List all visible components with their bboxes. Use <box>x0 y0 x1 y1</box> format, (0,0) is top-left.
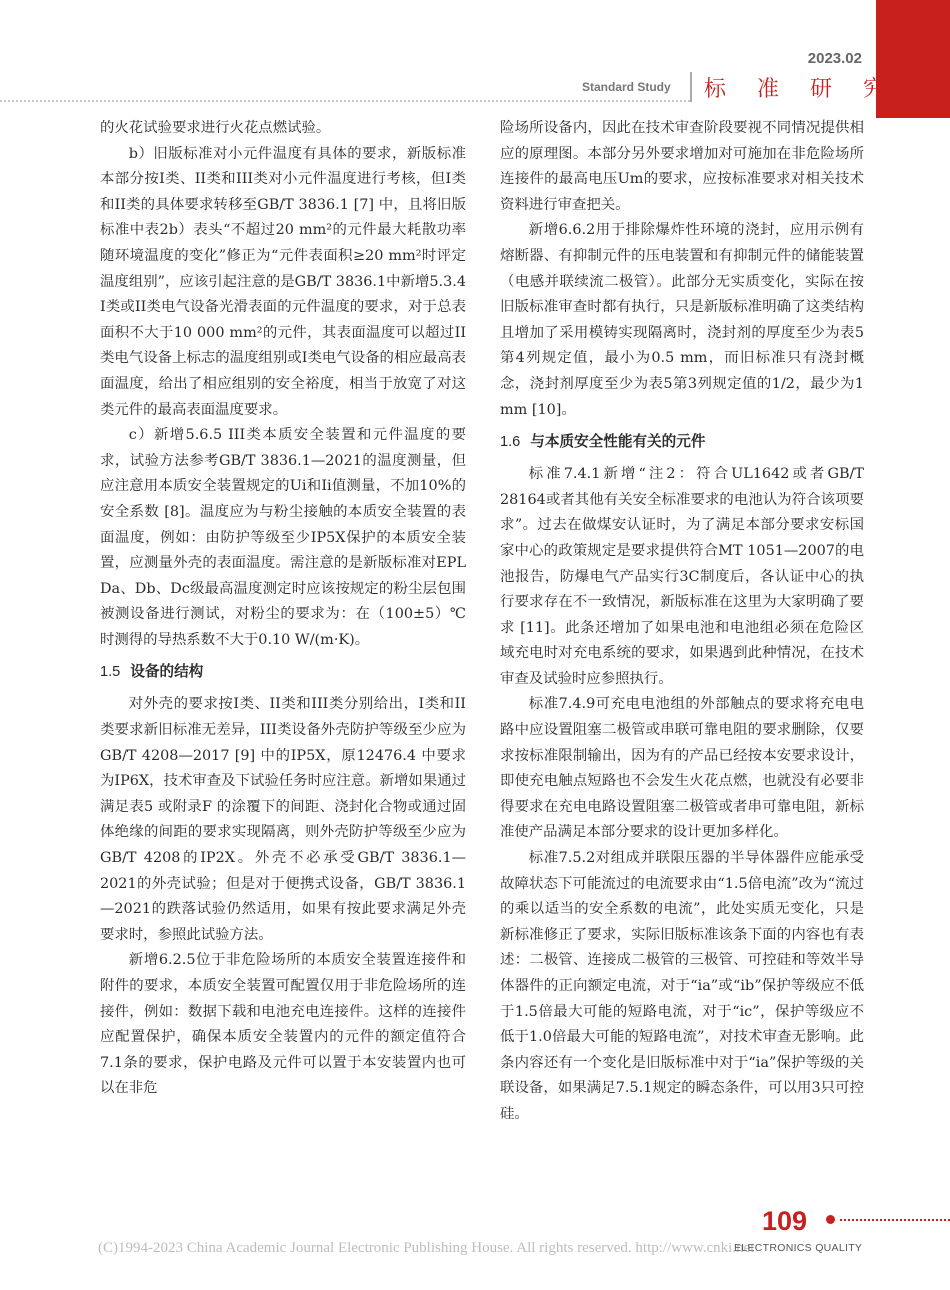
body-paragraph: 标准7.5.2对组成并联限压器的半导体器件应能承受故障状态下可能流过的电流要求由“1.5倍电流”改为“流过的乘以适当的安全系数的电流”，此处实质无变化，只是新标准修正了要求，实际旧版标准该条下面的内容也有表述：二极管、连接成二极管的三极管、可控硅和等效半导体器件的正向额定电流，对于“ia”或“ib”保护等级应不低于1.5倍最大可能的短路电流，对于“ic”，保护等级应不低于1.0倍最大可能的短路电流”，对技术审查无影响。此条内容还有一个变化是旧版标准中对于“ia”保护等级的关联设备，如果满足7.5.1规定的瞬态条件，可以用3只可控硅。 <box>500 850 864 1122</box>
section-heading-text: 与本质安全性能有关的元件 <box>530 433 706 451</box>
section-heading <box>500 430 864 454</box>
right-column <box>500 116 864 1128</box>
section-heading <box>100 660 466 684</box>
section-heading-number: 1.5 <box>100 664 121 681</box>
body-paragraph: 的火花试验要求进行火花点燃试验。 <box>100 120 331 136</box>
header-dotted-rule <box>0 100 690 102</box>
copyright-watermark: (C)1994-2023 China Academic Journal Electronic Publishing House. All rights reserved. http://www.cnki.net <box>98 1240 755 1256</box>
body-paragraph: b）旧版标准对小元件温度有具体的要求，新版标准本部分按I类、II类和III类对小元件温度进行考核，但I类和II类的具体要求转移至GB/T 3836.1 [7] 中，且将旧版标准中表2b）表头“不超过20 mm²的元件最大耗散功率随环境温度的变化”修正为“元件表面积≥20 mm²时评定温度组别”，应该引起注意的是GB/T 3836.1中新增5.3.4 I类或II类电气设备光滑表面的元件温度的要求，对于总表面积不大于10 000 mm²的元件，其表面温度可以超过II类电气设备上标志的温度组别或I类电气设备的相应最高表面温度，给出了相应组别的安全裕度，相当于放宽了对这类元件的最高表面温度要求。 <box>100 145 466 418</box>
section-title: 标 准 研 究 <box>704 77 897 102</box>
body-paragraph: 对外壳的要求按I类、II类和III类分别给出，I类和II类要求新旧标准无差异，III类设备外壳防护等级至少应为GB/T 4208—2017 [9] 中的IP5X，原12476.4 中要求为IP6X，技术审查及下试验任务时应注意。新增如果通过满足表5 或附录F 的涂覆下的间距、浇封化合物或通过固体绝缘的间距的要求实现隔离，则外壳防护等级至少应为GB/T 4208的IP2X。外壳不必承受GB/T 3836.1—2021的外壳试验；但是对于便携式设备，GB/T 3836.1—2021的跌落试验仍然适用，如果有按此要求满足外壳要求时，参照此试验方法。 <box>100 696 466 943</box>
body-paragraph: 险场所设备内，因此在技术审查阶段要视不同情况提供相应的原理图。本部分另外要求增加对可施加在非危险场所连接件的最高电压Um的要求，应按标准要求对相关技术资料进行审查把关。 <box>500 120 864 213</box>
page-number: 109 <box>762 1206 808 1236</box>
section-subtitle: Standard Study <box>582 80 671 94</box>
magazine-name: ELECTRONICS QUALITY <box>734 1242 863 1254</box>
section-heading-number: 1.6 <box>500 434 521 451</box>
left-column <box>100 116 466 1102</box>
body-paragraph: 标准7.4.1新增“注2：符合UL1642或者GB/T 28164或者其他有关安全标准要求的电池认为符合该项要求”。过去在做煤安认证时，为了满足本部分要求安标国家中心的政策规定是要求提供符合MT 1051—2007的电池报告，防爆电气产品实行3C制度后，各认证中心的执行要求存在不一致情况，新版标准在这里为大家明确了要求 [11]。此条还增加了如果电池和电池组必须在危险区域充电时对充电系统的要求，如果遇到此种情况，在技术审查及试验时应参照执行。 <box>500 466 864 687</box>
body-paragraph: 标准7.4.9可充电电池组的外部触点的要求将充电电路中应设置阻塞二极管或串联可靠电阻的要求删除，仅要求按标准限制输出，因为有的产品已经按本安要求设计，即使充电触点短路也不会发生火花点燃，也就没有必要非得要求在充电电路设置阻塞二极管或者串可靠电阻，新标准使产品满足本部分要求的设计更加多样化。 <box>500 696 864 841</box>
section-heading-text: 设备的结构 <box>130 663 204 681</box>
issue-number: 2023.02 <box>807 50 862 67</box>
body-paragraph: 新增6.2.5位于非危险场所的本质安全装置连接件和附件的要求，本质安全装置可配置仅用于非危险场所的连接件，例如：数据下载和电池充电连接件。这样的连接件应配置保护，确保本质安全装置内的元件的额定值符合7.1条的要求，保护电路及元件可以置于本安装置内也可以在非危 <box>100 952 466 1097</box>
header-divider <box>690 72 692 102</box>
body-paragraph: 新增6.6.2用于排除爆炸性环境的浇封，应用示例有熔断器、有抑制元件的压电装置和有抑制元件的储能装置（电感并联续流二极管）。此部分无实质变化，实际在按旧版标准审查时都有执行，只是新版标准明确了这类结构且增加了采用模铸实现隔离时，浇封剂的厚度至少为表5第4列规定值，最小为0.5 mm，而旧标准只有浇封概念，浇封剂厚度至少为表5第3列规定值的1/2，最少为1 mm [10]。 <box>500 222 864 418</box>
footer-dotted-rule <box>840 1219 950 1221</box>
page-number-dot <box>826 1215 835 1224</box>
body-paragraph: c）新增5.6.5 III类本质安全装置和元件温度的要求，试验方法参考GB/T 3836.1—2021的温度测量，但应注意用本质安全装置规定的Ui和Ii值测量，不加10%的安全系数 [8]。温度应为与粉尘接触的本质安全装置的表面温度，例如：由防护等级至少IP5X保护的本质安全装置，应测量外壳的表面温度。需注意的是新版标准对EPL Da、Db、Dc级最高温度测定时应该按规定的粉尘层包围被测设备进行测试，对粉尘的要求为：在（100±5）℃时测得的导热系数不大于0.10 W/(m·K)。 <box>100 427 466 648</box>
